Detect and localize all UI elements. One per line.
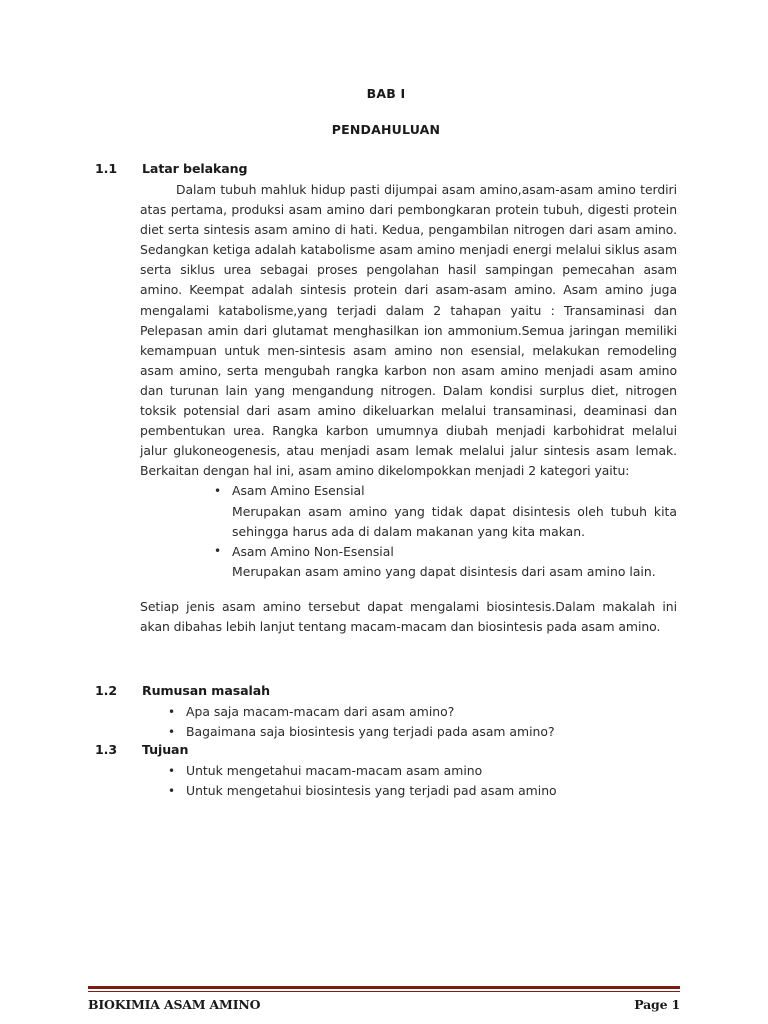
section-heading-latar-belakang [95,161,677,176]
section-heading-tujuan [95,742,677,757]
list-item: • Untuk mengetahui biosintesis yang terjadi pad asam amino [168,781,677,801]
section-title: Latar belakang [142,161,248,176]
tujuan-list [95,761,677,801]
latar-belakang-paragraph-1: Dalam tubuh mahluk hidup pasti dijumpai asam amino,asam-asam amino terdiri atas pertama, produksi asam amino dari pembongkaran protein tubuh, digesti protein diet serta sintesis asam amino di hati. Kedua, pengambilan nitrogen dari asam amino. Sedangkan ketiga adalah katabolisme asam amino menjadi energi melalui siklus asam serta siklus urea sebagai proses pengolahan hasil sampingan pemecahan asam amino. Keempat adalah sintesis protein dari asam-asam amino. Asam amino juga mengalami katabolisme,yang terjadi dalam 2 tahapan yaitu : Transaminasi dan Pelepasan amin dari glutamat menghasilkan ion ammonium.Semua jaringan memiliki kemampuan untuk men-sintesis asam amino non esensial, melakukan remodeling asam amino, serta mengubah rangka karbon non asam amino menjadi asam amino dan turunan lain yang mengandung nitrogen. Dalam kondisi surplus diet, nitrogen toksik potensial dari asam amino dikeluarkan melalui transaminasi, deaminasi dan pembentukan urea. Rangka karbon umumnya diubah menjadi karbohidrat melalui jalur glukoneogenesis, atau menjadi asam lemak melalui jalur sintesis asam lemak. Berkaitan dengan hal ini, asam amino dikelompokkan menjadi 2 kategori yaitu: [140,182,677,479]
page-footer [88,986,680,1024]
footer-row [88,997,680,1012]
section-title: Tujuan [142,742,189,758]
category-description: Merupakan asam amino yang dapat disintesis dari asam amino lain. [232,563,656,579]
section-number: 1.3 [95,742,118,758]
footer-document-title: BIOKIMIA ASAM AMINO [88,996,261,1012]
category-description: Merupakan asam amino yang tidak dapat disintesis oleh tubuh kita sehingga harus ada di dalam makanan yang kita makan. [232,503,677,539]
footer-page-number: Page 1 [634,996,680,1012]
category-title: • Asam Amino Esensial [232,483,365,499]
chapter-title: BAB I [366,86,406,101]
section-number: 1.2 [95,683,118,699]
latar-belakang-paragraph-2: Setiap jenis asam amino tersebut dapat mengalami biosintesis.Dalam makalah ini akan dibahas lebih lanjut tentang macam-macam dan biosintesis pada asam amino. [140,598,677,634]
list-item [214,481,677,541]
section-number: 1.1 [95,161,118,176]
list-item: • Untuk mengetahui macam-macam asam amino [168,761,677,781]
spacer [95,637,677,683]
chapter-subtitle: PENDAHULUAN [331,122,441,137]
page-content [95,86,677,801]
section-heading-rumusan-masalah [95,683,677,698]
list-item: • Apa saja macam-macam dari asam amino? [168,702,677,722]
section-title: Rumusan masalah [142,683,270,699]
rumusan-masalah-list [95,702,677,742]
amino-acid-category-list [95,481,677,581]
category-title: • Asam Amino Non-Esensial [232,543,394,559]
footer-rule-thick [88,986,680,989]
list-item: • Bagaimana saja biosintesis yang terjadi pada asam amino? [168,722,677,742]
footer-rule-thin [88,991,680,992]
spacer [95,582,677,597]
list-item [214,542,677,582]
